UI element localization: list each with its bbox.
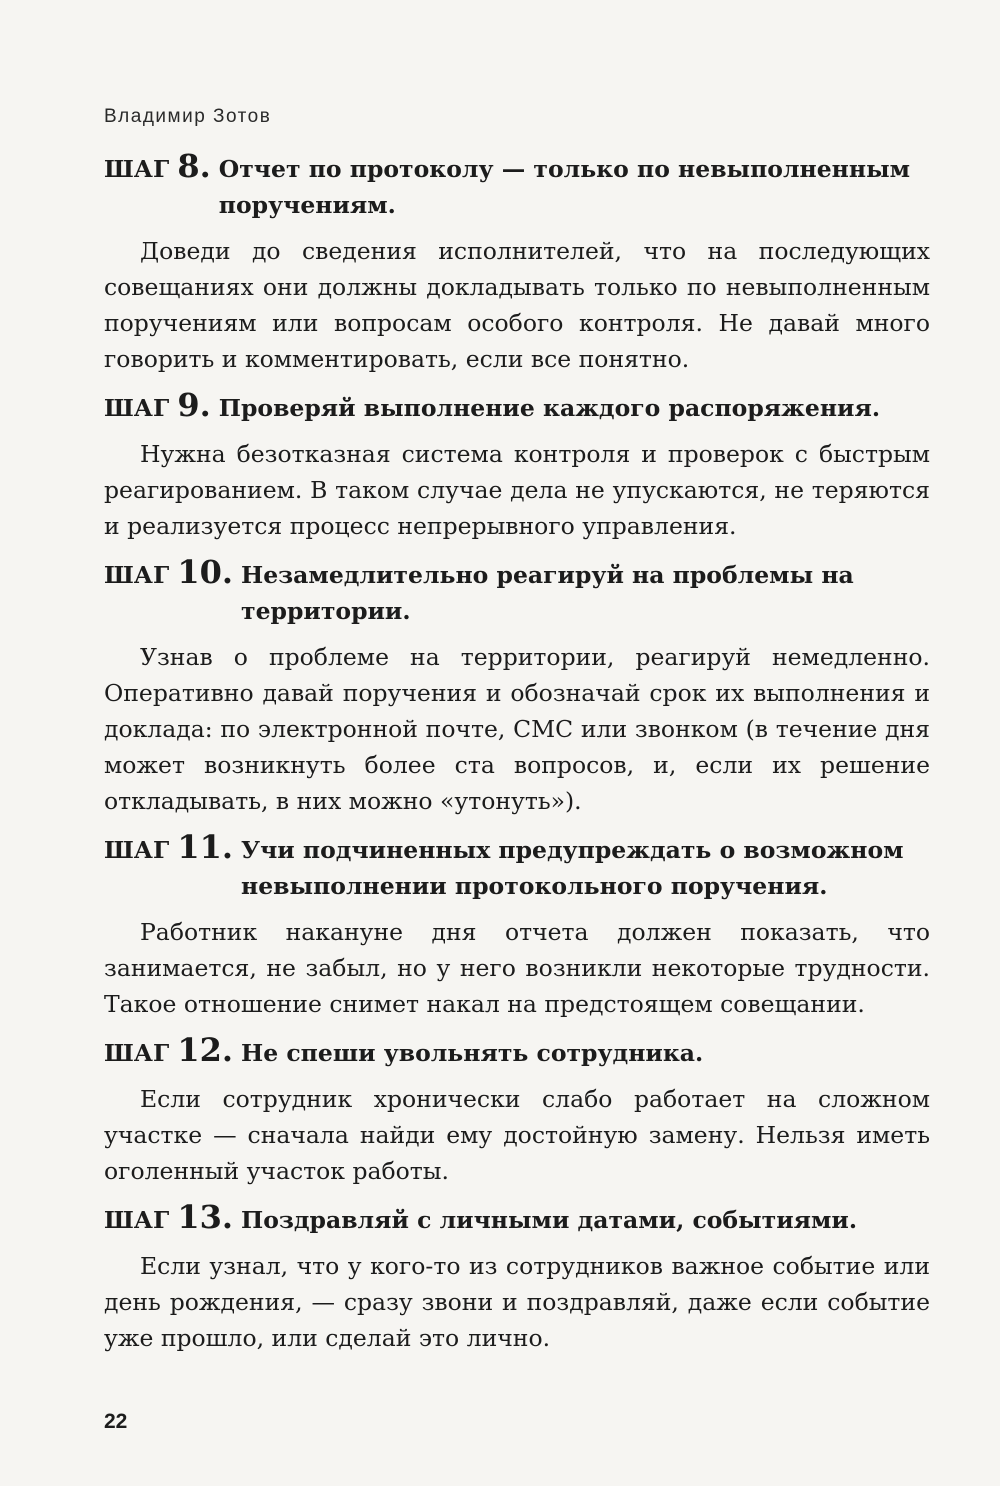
step-number: 9. (177, 386, 211, 424)
step-body: Если узнал, что у кого-то из сотрудников важное событие или день рождения, — сразу звони и поздравляй, даже если событие уже прошло, или сделай это лично. (104, 1252, 930, 1352)
step-label (104, 387, 219, 426)
step-body: Если сотрудник хронически слабо работает на сложном участке — сначала найди ему достойную замену. Нельзя иметь оголенный участок работы. (104, 1085, 930, 1185)
step-word: ШАГ (104, 836, 170, 864)
step-title (104, 829, 930, 904)
step-label (104, 554, 241, 593)
step-label (104, 148, 219, 187)
step-label (104, 1199, 241, 1238)
step-heading: Проверяй выполнение каждого распоряжения. (218, 394, 881, 422)
step-number: 13. (177, 1198, 234, 1236)
step-title (104, 387, 930, 426)
step-number: 11. (177, 828, 234, 866)
step-8 (104, 148, 930, 377)
step-label (104, 1032, 241, 1071)
running-header-author: Владимир Зотов (104, 106, 272, 127)
step-11 (104, 829, 930, 1022)
step-body: Нужна безотказная система контроля и проверок с быстрым реагированием. В таком случае дела не упускаются, не теряются и реализуется процесс непрерывного управления. (104, 440, 930, 540)
step-12 (104, 1032, 930, 1189)
step-number: 10. (177, 553, 234, 591)
step-word: ШАГ (104, 155, 170, 183)
step-word: ШАГ (104, 394, 170, 422)
step-word: ШАГ (104, 561, 170, 589)
step-10 (104, 554, 930, 819)
step-9 (104, 387, 930, 544)
step-heading: Учи подчиненных предупреждать о возможном невыполнении протокольного поручения. (241, 836, 904, 900)
step-body: Доведи до сведения исполнителей, что на последующих совещаниях они должны докладывать только по невыполненным поручениям или вопросам особого контроля. Не давай много говорить и комментировать, если все понятно. (104, 237, 930, 373)
step-word: ШАГ (104, 1039, 170, 1067)
step-label (104, 829, 241, 868)
step-heading: Отчет по протоколу — только по невыполненным поручениям. (218, 155, 911, 219)
step-heading: Незамедлительно реагируй на проблемы на территории. (241, 561, 854, 625)
step-title (104, 148, 930, 223)
step-title (104, 554, 930, 629)
step-word: ШАГ (104, 1206, 170, 1234)
step-title (104, 1199, 930, 1238)
step-heading: Поздравляй с личными датами, событиями. (241, 1206, 858, 1234)
page-content (104, 148, 930, 1366)
step-number: 8. (177, 147, 211, 185)
page-number: 22 (104, 1410, 128, 1433)
step-number: 12. (177, 1031, 234, 1069)
step-body: Узнав о проблеме на территории, реагируй немедленно. Оперативно давай поручения и обозначай срок их выполнения и доклада: по электронной почте, СМС или звонком (в течение дня может возникнуть более ста вопросов, и, если их решение откладывать, в них можно «утонуть»). (104, 643, 930, 815)
step-13 (104, 1199, 930, 1356)
step-heading: Не спеши увольнять сотрудника. (241, 1039, 704, 1067)
step-body: Работник накануне дня отчета должен показать, что занимается, не забыл, но у него возникли некоторые трудности. Такое отношение снимет накал на предстоящем совещании. (104, 918, 930, 1018)
step-title (104, 1032, 930, 1071)
